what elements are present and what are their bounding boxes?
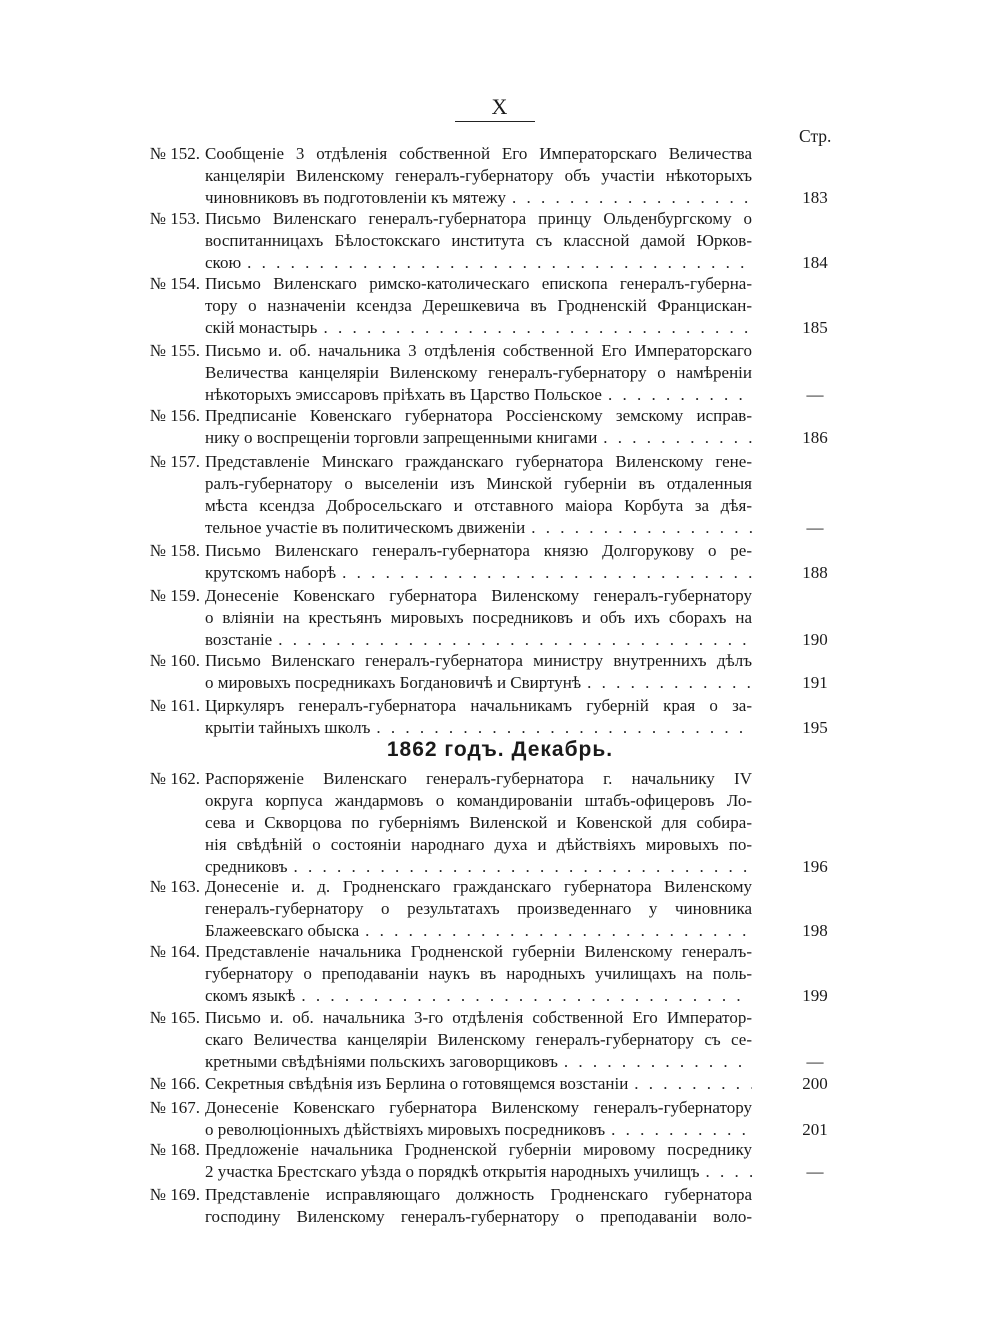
leader-dots <box>278 629 752 651</box>
entry-page: 186 <box>802 428 828 447</box>
leader-dots <box>512 187 752 209</box>
entry-text <box>205 208 752 274</box>
entry-page: 196 <box>802 857 828 876</box>
leader-dots <box>323 317 752 339</box>
entry-page: 188 <box>802 563 828 582</box>
entry-text <box>205 540 752 584</box>
entry-number: № 162. <box>149 769 200 788</box>
entry-line: средниковъ <box>205 857 288 876</box>
entry-line: крытіи тайныхъ школъ <box>205 718 371 737</box>
entry-page: — <box>806 1052 824 1071</box>
entry-line: Письмо Виленскаго генералъ-губернатора принцу Ольденбургскому о <box>205 209 752 228</box>
entry-line: Сообщеніе 3 отдѣленія собственной Его Императорскаго Величества <box>205 144 752 163</box>
entry-line: нѣкоторыхъ эмиссаровъ пріѣхать въ Царство Польское <box>205 385 602 404</box>
entry-line: скаго Величества канцеляріи Виленскому генералъ-губернатору съ се- <box>205 1030 752 1049</box>
entry-line: мѣста ксендза Добросельскаго и отставного маіора Корбута за дѣя- <box>205 496 752 515</box>
entry-line: Блажеевскаго обыска <box>205 921 360 940</box>
entry-last-line <box>205 920 752 942</box>
entry-number: № 158. <box>149 541 200 560</box>
entry-line: Письмо Виленскаго генералъ-губернатора министру внутреннихъ дѣлъ <box>205 651 752 670</box>
entry-line: о революціонныхъ дѣйствіяхъ мировыхъ посредниковъ <box>205 1120 606 1139</box>
leader-dots <box>706 1161 753 1183</box>
entry-page: — <box>806 1162 824 1181</box>
entry-last-line <box>205 672 752 694</box>
entry-number: № 161. <box>149 696 200 715</box>
entry-number: № 163. <box>149 877 200 896</box>
entry-line: нія свѣдѣній о состояніи народнаго духа и дѣйствіяхъ мировыхъ по- <box>205 835 752 854</box>
entry-line: 2 участка Брестскаго уѣзда о порядкѣ открытія народныхъ училищъ <box>205 1162 700 1181</box>
entry-number: № 167. <box>149 1098 200 1117</box>
entry-line: Письмо Виленскаго генералъ-губернатора князю Долгорукову о ре- <box>205 541 752 560</box>
entry-line: сева и Скворцова по губерніямъ Виленской и Ковенской для собира- <box>205 813 752 832</box>
entry-line: господину Виленскому генералъ-губернатору о преподаваніи воло- <box>205 1207 752 1226</box>
entry-line: чиновниковъ въ подготовленіи къ мятежу <box>205 188 507 207</box>
entry-last-line <box>205 384 752 406</box>
entry-page: 198 <box>802 921 828 940</box>
entry-number: № 156. <box>149 406 200 425</box>
entry-line: крутскомъ наборѣ <box>205 563 337 582</box>
entry-text <box>205 405 752 449</box>
entry-line: Величества канцеляріи Виленскому генералъ-губернатору о намѣреніи <box>205 363 752 382</box>
entry-number: № 152. <box>149 144 200 163</box>
page-column-header: Стр. <box>799 126 832 146</box>
entry-last-line <box>205 427 752 449</box>
entry-page: 200 <box>802 1074 828 1093</box>
leader-dots <box>294 856 752 878</box>
entry-text <box>205 941 752 1007</box>
entry-line: тору о назначеніи ксендза Дерешкевича въ Гродненскій Францискан- <box>205 296 752 315</box>
entry-number: № 155. <box>149 341 200 360</box>
entry-text <box>205 768 752 878</box>
entry-line: тельное участіе въ политическомъ движеніи <box>205 518 526 537</box>
entry-text <box>205 1073 752 1095</box>
entry-line: нику о воспрещеніи торговли запрещенными книгами <box>205 428 598 447</box>
entry-page: 184 <box>802 253 828 272</box>
entry-line: скомъ языкѣ <box>205 986 296 1005</box>
entry-last-line <box>205 629 752 651</box>
entry-page: — <box>806 385 824 404</box>
entry-line: Предписаніе Ковенскаго губернатора Россіенскому земскому исправ- <box>205 406 752 425</box>
entry-page: 195 <box>802 718 828 737</box>
entry-number: № 164. <box>149 942 200 961</box>
leader-dots <box>608 384 752 406</box>
entry-last-line <box>205 252 752 274</box>
entry-line: Представленіе Минскаго гражданскаго губернатора Виленскому гене- <box>205 452 752 471</box>
entry-text <box>205 585 752 651</box>
entry-number: № 154. <box>149 274 200 293</box>
leader-dots <box>365 920 752 942</box>
entry-line: ралъ-губернатору о выселеніи изъ Минской губерніи въ отдаленныя <box>205 474 752 493</box>
entry-line: округа корпуса жандармовъ о командированіи штабъ-офицеровъ Ло- <box>205 791 752 810</box>
entry-last-line <box>205 317 752 339</box>
entry-text <box>205 1139 752 1183</box>
entry-text <box>205 876 752 942</box>
entry-line: Донесеніе Ковенскаго губернатора Виленскому генералъ-губернатору <box>205 586 752 605</box>
entry-line: воспитанницахъ Бѣлостокскаго института съ классной дамой Юрков- <box>205 231 752 250</box>
entry-number: № 157. <box>149 452 200 471</box>
entry-last-line <box>205 187 752 209</box>
entry-line: скій монастырь <box>205 318 318 337</box>
entry-page: 183 <box>802 188 828 207</box>
entry-line: Письмо Виленскаго римско-католическаго епископа генералъ-губерна- <box>205 274 752 293</box>
entry-line: Письмо и. об. начальника 3-го отдѣленія собственной Его Император- <box>205 1008 752 1027</box>
entry-last-line <box>205 1119 752 1141</box>
leader-dots <box>587 672 752 694</box>
entry-line: Донесеніе Ковенскаго губернатора Виленскому генералъ-губернатору <box>205 1098 752 1117</box>
entry-last-line <box>205 517 752 539</box>
leader-dots <box>634 1073 752 1095</box>
entry-line: кретными свѣдѣніями польскихъ заговорщиковъ <box>205 1052 558 1071</box>
leader-dots <box>247 252 752 274</box>
entry-line: Представленіе исправляющаго должность Гродненскаго губернатора <box>205 1185 752 1204</box>
entry-last-line <box>205 717 752 739</box>
section-heading: 1862 годъ. Декабрь. <box>386 738 614 761</box>
entry-text <box>205 451 752 539</box>
entry-last-line <box>205 1051 752 1073</box>
entry-text <box>205 340 752 406</box>
entry-text <box>205 1184 752 1228</box>
entry-number: № 159. <box>149 586 200 605</box>
entry-line: Представленіе начальника Гродненской губерніи Виленскому генералъ- <box>205 942 752 961</box>
entry-page: 190 <box>802 630 828 649</box>
entry-line: канцеляріи Виленскому генералъ-губернатору объ участіи нѣкоторыхъ <box>205 166 752 185</box>
leader-dots <box>611 1119 752 1141</box>
entry-line: Донесеніе и. д. Гродненскаго гражданскаго губернатора Виленскому <box>205 877 752 896</box>
entry-line: о мировыхъ посредникахъ Богдановичѣ и Свиртунѣ <box>205 673 582 692</box>
entry-text <box>205 650 752 694</box>
entry-text <box>205 1097 752 1141</box>
entry-page: 201 <box>802 1120 828 1139</box>
leader-dots <box>531 517 752 539</box>
entry-line: Распоряженіе Виленскаго генералъ-губернатора г. начальнику IV <box>205 769 752 788</box>
entry-page: 199 <box>802 986 828 1005</box>
entry-page: 191 <box>802 673 828 692</box>
entry-line: губернатору о преподаваніи наукъ въ народныхъ училищахъ на поль- <box>205 964 752 983</box>
entry-number: № 165. <box>149 1008 200 1027</box>
entry-last-line <box>205 1161 752 1183</box>
entry-text <box>205 1007 752 1073</box>
entry-number: № 160. <box>149 651 200 670</box>
entry-number: № 166. <box>149 1074 200 1093</box>
entry-line: о вліяніи на крестьянъ мировыхъ посредниковъ и объ ихъ сборахъ на <box>205 608 752 627</box>
entry-number: № 168. <box>149 1140 200 1159</box>
entry-line: Письмо и. об. начальника 3 отдѣленія собственной Его Императорскаго <box>205 341 752 360</box>
entry-text <box>205 273 752 339</box>
entry-last-line <box>205 562 752 584</box>
leader-dots <box>342 562 752 584</box>
entry-line: Секретныя свѣдѣнія изъ Берлина о готовящемся возстаніи <box>205 1074 629 1093</box>
entry-last-line <box>205 1073 752 1095</box>
entry-line: генералъ-губернатору о результатахъ произведеннаго у чиновника <box>205 899 752 918</box>
entry-line: возстаніе <box>205 630 273 649</box>
entry-number: № 169. <box>149 1185 200 1204</box>
entry-text <box>205 143 752 209</box>
leader-dots <box>376 717 752 739</box>
entry-last-line <box>205 856 752 878</box>
entry-number: № 153. <box>149 209 200 228</box>
entry-line: скою <box>205 253 242 272</box>
page-number: X <box>491 94 509 119</box>
entry-line: Предложеніе начальника Гродненской губерніи мировому посреднику <box>205 1140 752 1159</box>
entry-page: 185 <box>802 318 828 337</box>
page-number-rule <box>455 121 535 122</box>
entry-text <box>205 695 752 739</box>
entry-last-line <box>205 985 752 1007</box>
leader-dots <box>603 427 752 449</box>
leader-dots <box>564 1051 752 1073</box>
entry-page: — <box>806 518 824 537</box>
leader-dots <box>301 985 752 1007</box>
entry-line: Циркуляръ генералъ-губернатора начальникамъ губерній края о за- <box>205 696 752 715</box>
